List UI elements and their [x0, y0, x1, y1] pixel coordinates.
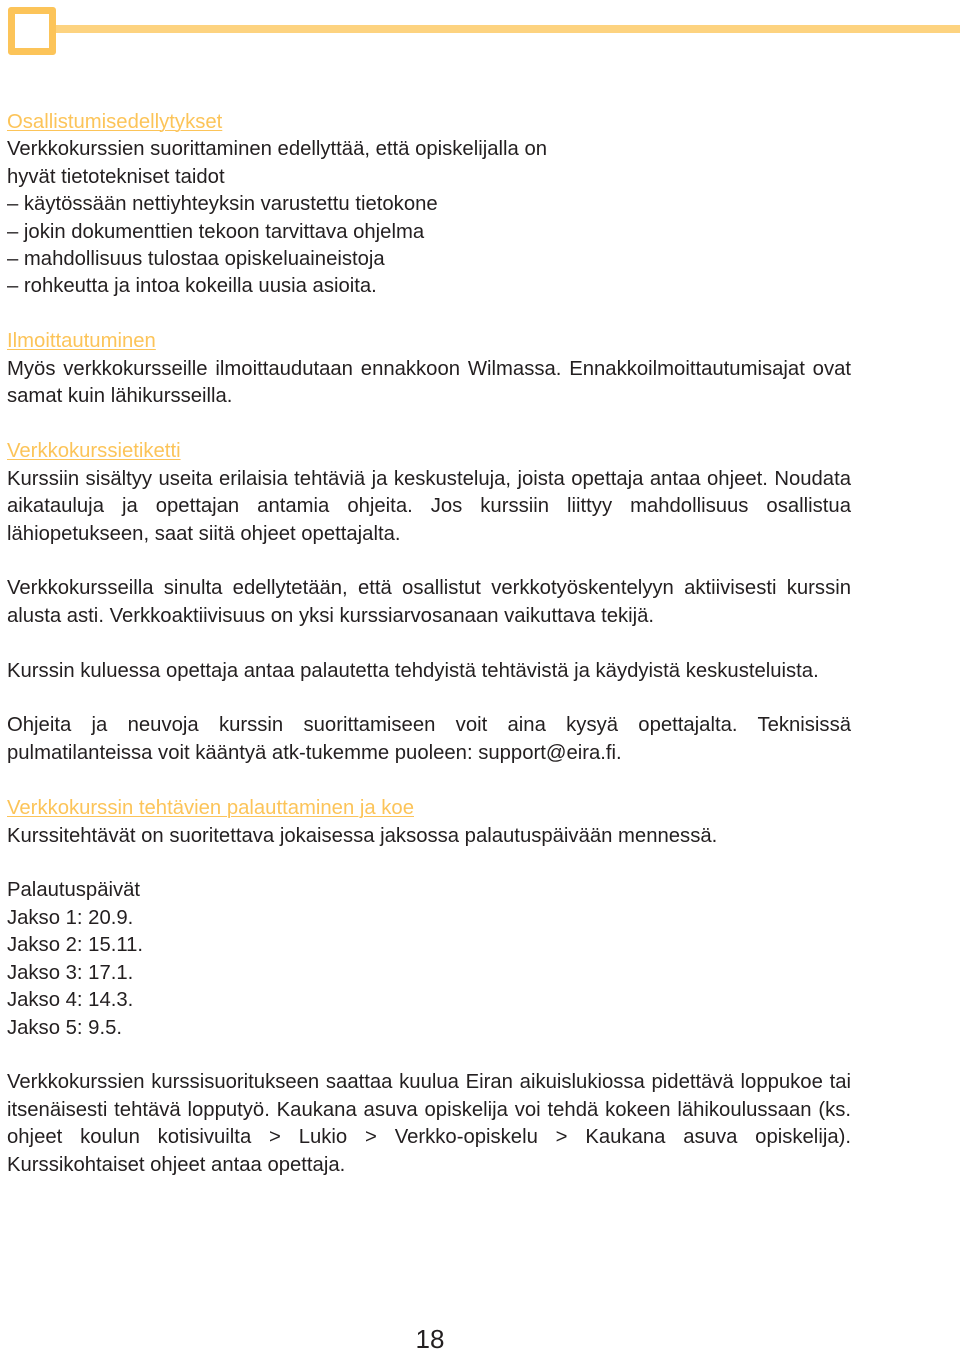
- list-item: – mahdollisuus tulostaa opiskeluaineistoja: [7, 248, 385, 271]
- paragraph: Kurssitehtävät on suoritettava jokaisessa jaksossa palautuspäivään mennessä.: [7, 824, 718, 847]
- section-heading: Verkkokurssietiketti: [7, 440, 181, 463]
- section-heading: Verkkokurssin tehtävien palauttaminen ja koe: [7, 797, 414, 820]
- section-etiquette: [7, 438, 851, 767]
- date-item: Jakso 3: 17.1.: [7, 961, 134, 984]
- date-item: Jakso 5: 9.5.: [7, 1016, 122, 1039]
- section-heading: Osallistumisedellytykset: [7, 111, 223, 133]
- header-decoration-bar: [48, 25, 960, 33]
- paragraph: Verkkokursseilla sinulta edellytetään, että osallistut verkkotyöskentelyyn aktiivisesti kurssin alusta asti. Verkkoaktiivisuus on yksi kurssiarvosanaan vaikuttava tekijä.: [7, 577, 851, 627]
- paragraph: Verkkokurssien kurssisuoritukseen saattaa kuulua Eiran aikuislukiossa pidettävä loppukoe tai itsenäisesti tehtävä lopputyö. Kaukana asuva opiskelija voi tehdä kokeen lähikoulussaan (ks. ohjeet koulun kotisivuilta > Lukio > Verkko-opiskelu > Kaukana asuva opiskelija). Kurssikohtaiset ohjeet antaa opettaja.: [7, 1071, 851, 1176]
- date-item: Jakso 4: 14.3.: [7, 989, 134, 1012]
- header-corner-square: [8, 7, 56, 55]
- list-item: – käytössään nettiyhteyksin varustettu tietokone: [7, 193, 438, 216]
- return-dates-list: [7, 877, 851, 1041]
- date-item: Jakso 1: 20.9.: [7, 906, 134, 929]
- paragraph: Kurssin kuluessa opettaja antaa palautetta tehdyistä tehtävistä ja käydyistä keskusteluista.: [7, 659, 819, 682]
- list-item: – jokin dokumenttien tekoon tarvittava ohjelma: [7, 220, 425, 243]
- page-number: 18: [415, 1324, 445, 1354]
- paragraph: Kurssiin sisältyy useita erilaisia tehtäviä ja keskusteluja, joista opettaja antaa ohjeet. Noudata aikatauluja ja opettajan antamia ohjeita. Jos kurssiin liittyy mahdollisuus osallistua lähiopetukseen, saat siitä ohjeet opettajalta.: [7, 467, 851, 545]
- section-submission-and-exam: [7, 795, 851, 1179]
- dates-title: Palautuspäivät: [7, 879, 141, 902]
- text-line: Verkkokurssien suorittaminen edellyttää, että opiskelijalla on: [7, 138, 547, 161]
- section-participation-requirements: [7, 109, 851, 301]
- section-heading: Ilmoittautuminen: [7, 330, 156, 353]
- paragraph: Ohjeita ja neuvoja kurssin suorittamiseen voit aina kysyä opettajalta. Teknisissä pulmatilanteissa voit kääntyä atk-tukemme puoleen: support@eira.fi.: [7, 714, 851, 764]
- paragraph: Myös verkkokursseille ilmoittaudutaan ennakkoon Wilmassa. Ennakkoilmoittautumisajat ovat samat kuin lähikursseilla.: [7, 357, 851, 408]
- section-registration: [7, 328, 851, 410]
- list-item: – rohkeutta ja intoa kokeilla uusia asioita.: [7, 275, 377, 298]
- date-item: Jakso 2: 15.11.: [7, 934, 144, 957]
- document-body: [7, 109, 851, 1179]
- text-line: hyvät tietotekniset taidot: [7, 165, 225, 188]
